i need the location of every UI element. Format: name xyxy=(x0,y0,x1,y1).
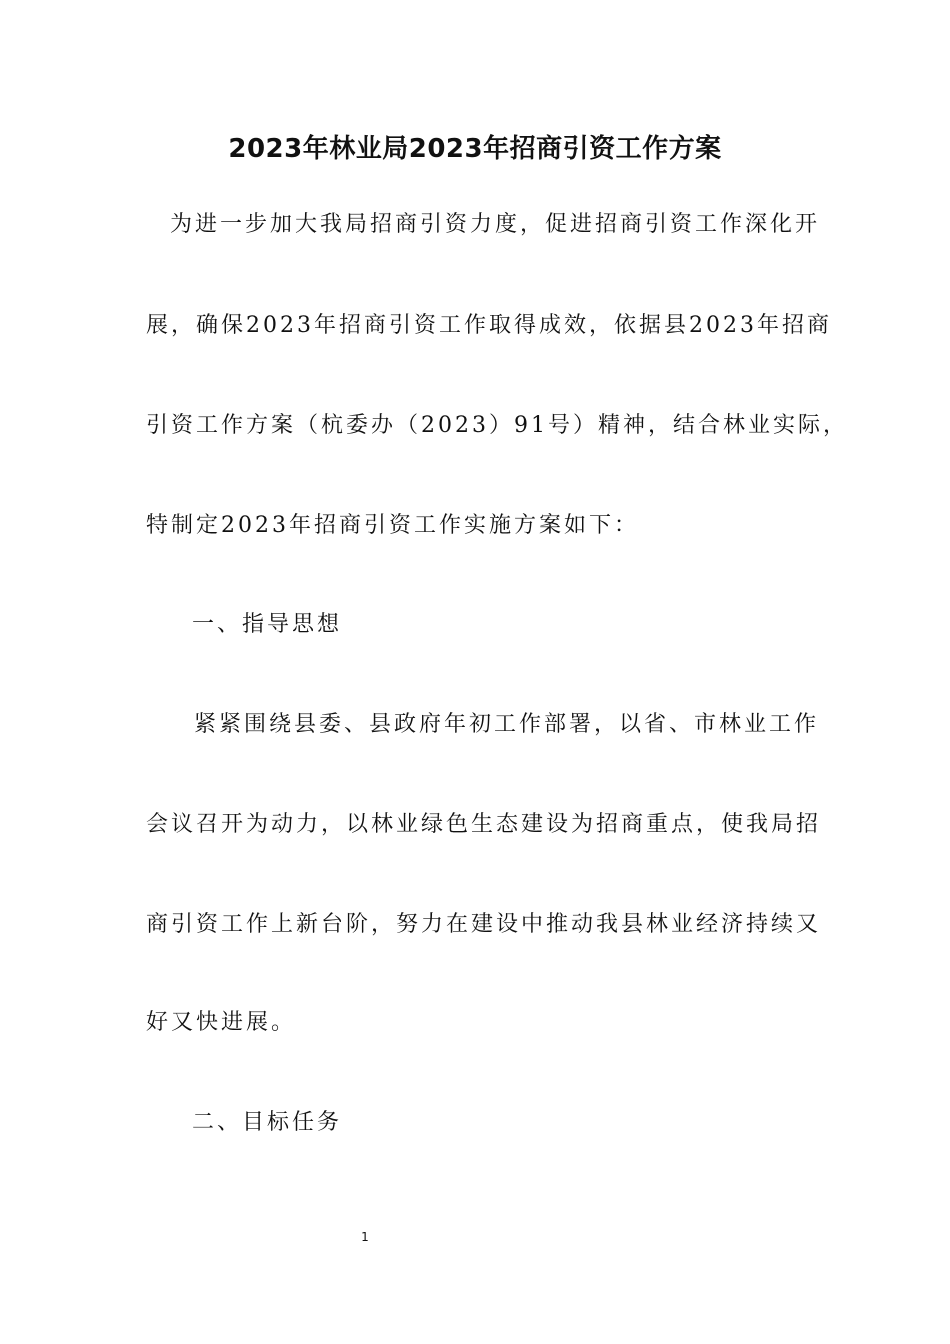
paragraph-line: 为进一步加大我局招商引资力度，促进招商引资工作深化开 xyxy=(170,212,821,237)
section-heading-goals-tasks: 二、目标任务 xyxy=(192,1110,343,1135)
paragraph-line: 会议召开为动力，以林业绿色生态建设为招商重点，使我局招 xyxy=(146,812,822,837)
page-number: 1 xyxy=(361,1230,369,1244)
paragraph-line: 商引资工作上新台阶，努力在建设中推动我县林业经济持续又 xyxy=(146,912,822,937)
paragraph-line: 引资工作方案（杭委办（2023）91号）精神，结合林业实际， xyxy=(146,413,848,438)
document-title: 2023年林业局2023年招商引资工作方案 xyxy=(228,134,722,164)
paragraph-line: 好又快进展。 xyxy=(146,1010,297,1035)
section-heading-guiding-thought: 一、指导思想 xyxy=(192,612,343,637)
paragraph-line: 特制定2023年招商引资工作实施方案如下： xyxy=(146,513,639,538)
paragraph-line: 紧紧围绕县委、县政府年初工作部署，以省、市林业工作 xyxy=(194,712,820,737)
paragraph-line: 展，确保2023年招商引资工作取得成效，依据县2023年招商 xyxy=(146,313,832,338)
